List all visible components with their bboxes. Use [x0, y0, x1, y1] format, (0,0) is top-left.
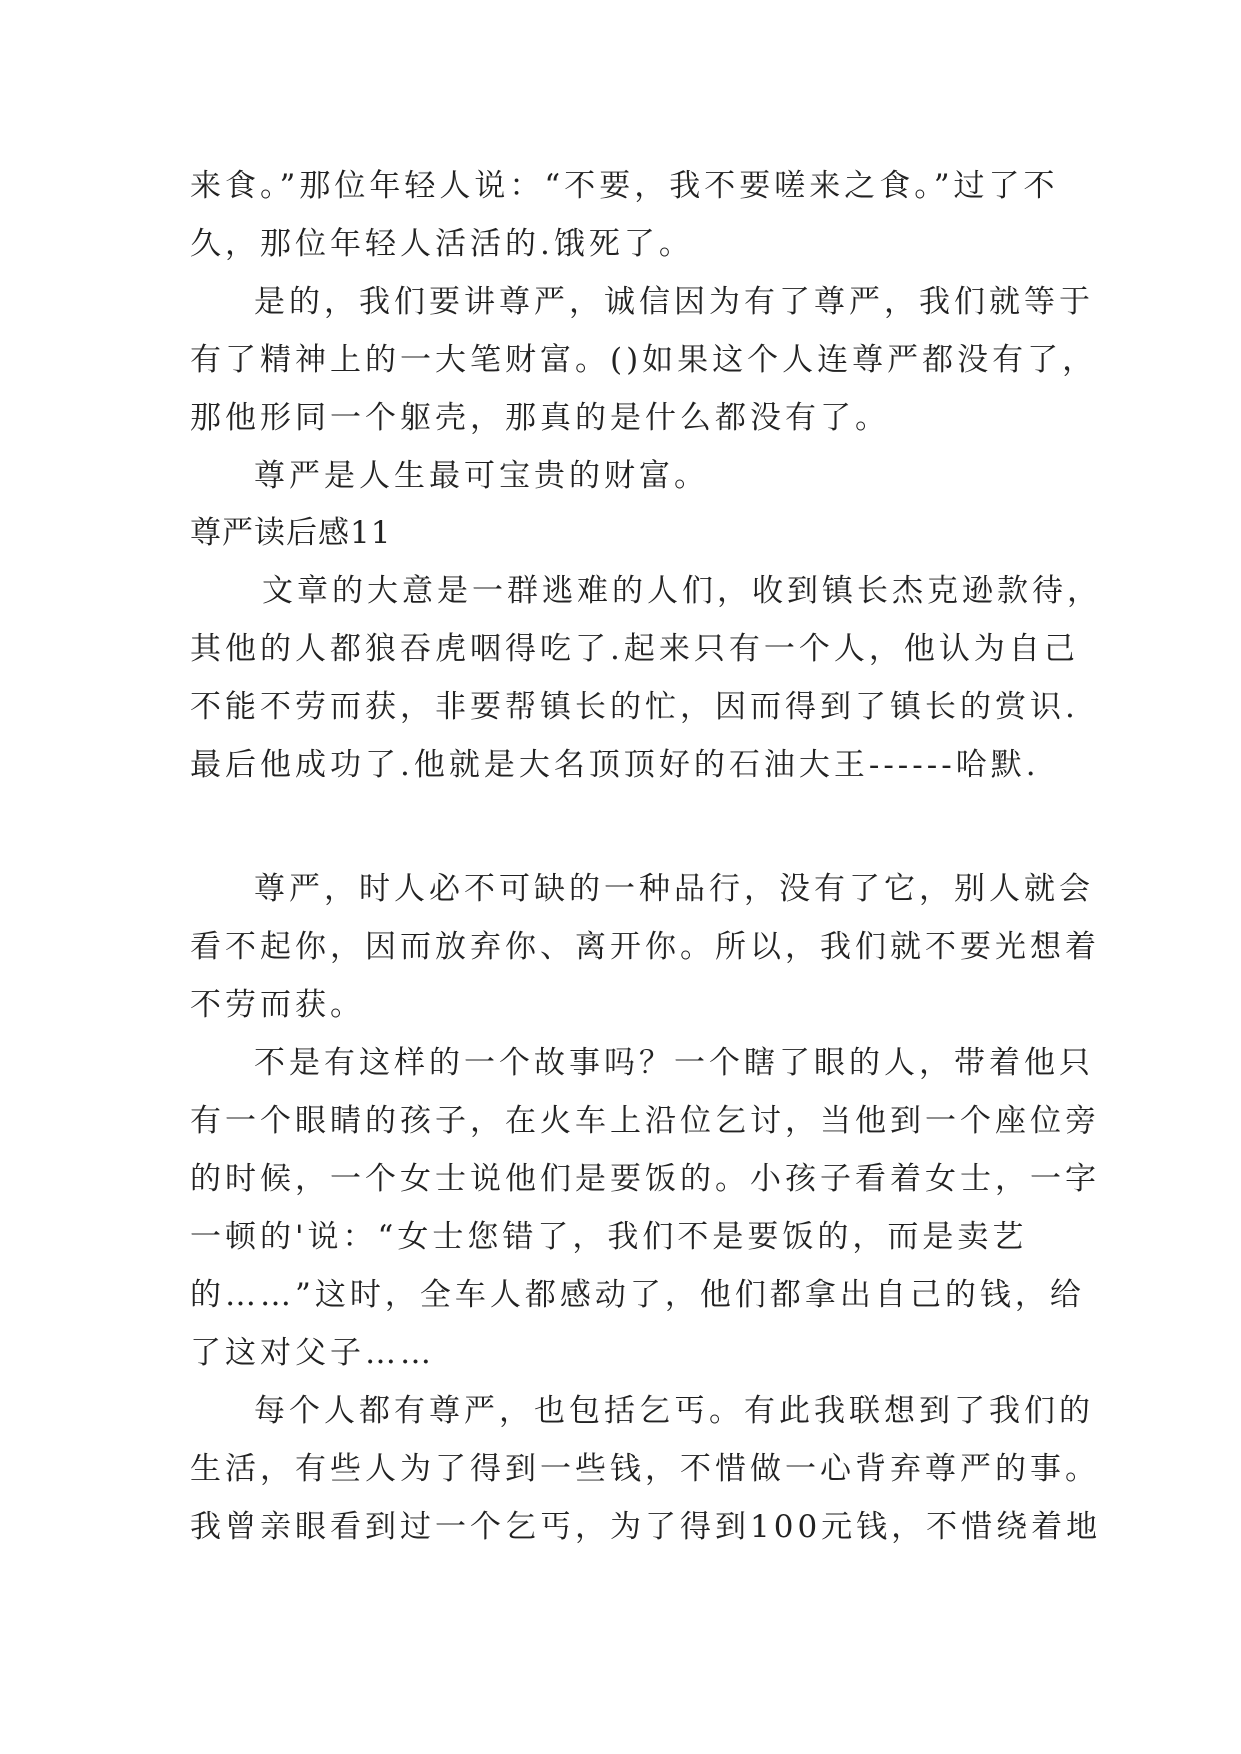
paragraph-line: 生活，有些人为了得到一些钱，不惜做一心背弃尊严的事。: [190, 1451, 1100, 1487]
paragraph-line: 最后他成功了.他就是大名顶顶好的石油大王------哈默.: [190, 747, 1040, 783]
paragraph-line: 久，那位年轻人活活的.饿死了。: [190, 226, 694, 262]
section-heading: 尊严读后感11: [190, 515, 392, 551]
paragraph-line: 每个人都有尊严，也包括乞丐。有此我联想到了我们的: [254, 1393, 1094, 1429]
paragraph-line: 尊严是人生最可宝贵的财富。: [254, 458, 709, 494]
paragraph-line: 看不起你，因而放弃你、离开你。所以，我们就不要光想着: [190, 929, 1100, 965]
paragraph-line: 我曾亲眼看到过一个乞丐，为了得到100元钱，不惜绕着地: [190, 1509, 1102, 1545]
paragraph-line: 不是有这样的一个故事吗？一个瞎了眼的人，带着他只: [254, 1045, 1094, 1081]
paragraph-line: 文章的大意是一群逃难的人们，收到镇长杰克逊款待，: [262, 573, 1102, 609]
paragraph-line: 一顿的'说：“女士您错了，我们不是要饭的，而是卖艺: [190, 1219, 1028, 1255]
paragraph-line: 是的，我们要讲尊严，诚信因为有了尊严，我们就等于: [254, 284, 1094, 320]
paragraph-line: 尊严，时人必不可缺的一种品行，没有了它，别人就会: [254, 871, 1094, 907]
paragraph-line: 不能不劳而获，非要帮镇长的忙，因而得到了镇长的赏识.: [190, 689, 1079, 725]
paragraph-line: 来食。”那位年轻人说：“不要，我不要嗟来之食。”过了不: [190, 168, 1059, 204]
paragraph-line: 有了精神上的一大笔财富。()如果这个人连尊严都没有了，: [190, 342, 1098, 378]
paragraph-line: 那他形同一个躯壳，那真的是什么都没有了。: [190, 400, 890, 436]
paragraph-line: 不劳而获。: [190, 987, 365, 1023]
paragraph-line: 有一个眼睛的孩子，在火车上沿位乞讨，当他到一个座位旁: [190, 1103, 1100, 1139]
paragraph-line: 的时候，一个女士说他们是要饭的。小孩子看着女士，一字: [190, 1161, 1100, 1197]
paragraph-line: 了这对父子……: [190, 1335, 435, 1371]
paragraph-line: 的……”这时，全车人都感动了，他们都拿出自己的钱，给: [190, 1277, 1085, 1313]
paragraph-line: 其他的人都狼吞虎咽得吃了.起来只有一个人，他认为自己: [190, 631, 1079, 667]
